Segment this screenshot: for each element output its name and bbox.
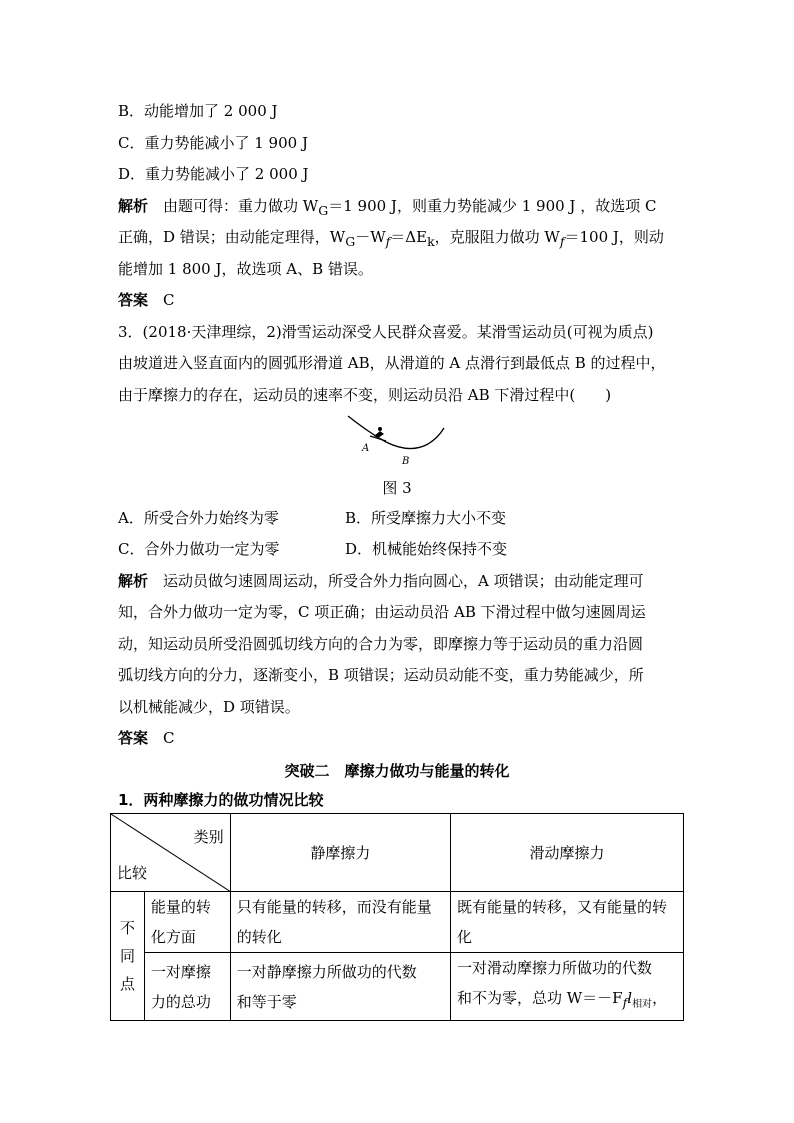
fig-label-b: B (402, 456, 410, 467)
analysis1-label: 解析 (118, 197, 149, 215)
option-c-row: C．合外力做功一定为零 (118, 540, 280, 558)
figure-caption: 图 3 (382, 479, 412, 497)
analysis2-label: 解析 (118, 572, 149, 590)
corner-cell (111, 814, 231, 892)
analysis1-line2: 正确，D 错误；由动能定理得，$W_G-W_f=\Delta E_k$，克服阻力做功 $W_f=100$ J，则动 (118, 228, 664, 249)
option-b-row: B．所受摩擦力大小不变 (345, 509, 507, 527)
comparison-table (110, 813, 684, 1021)
analysis2-line4: 弧切线方向的分力，逐渐变小，B 项错误；运动员动能不变，重力势能减少，所 (118, 666, 644, 684)
row-head-energy: 能量的转 化方面 (144, 892, 230, 953)
ski-slope-figure (340, 410, 450, 470)
analysis2-line1: 解析 运动员做匀速圆周运动，所受合外力指向圆心，A 项错误；由动能定理可 (118, 572, 644, 590)
row-head-total-work: 一对摩擦 力的总功 (144, 953, 230, 1021)
q3-line1: 3．(2018·天津理综，2)滑雪运动深受人民群众喜爱。某滑雪运动员(可视为质点) (118, 323, 654, 341)
header-static-friction: 静摩擦力 (230, 814, 450, 892)
option-d-row: D．机械能始终保持不变 (345, 540, 508, 558)
header-sliding-friction: 滑动摩擦力 (451, 814, 684, 892)
analysis1-line1: 解析 由题可得：重力做功 $W_G=1$ 900 J，则重力势能减少 1 900 J ，故选项 C (118, 197, 657, 218)
option-b: B．动能增加了 2 000 J (118, 102, 278, 120)
cell-sliding-work: 一对滑动摩擦力所做功的代数 和不为零，总功 $W=-F_fl_{相对}$， (451, 953, 684, 1021)
cell-static-work: 一对静摩擦力所做功的代数 和等于零 (230, 953, 450, 1021)
option-d: D．重力势能减小了 2 000 J (118, 165, 309, 183)
group-cell: 不 同 点 (111, 892, 145, 1021)
answer1: 答案 C (118, 291, 175, 309)
q3-line3: 由于摩擦力的存在，运动员的速率不变，则运动员沿 AB 下滑过程中( ) (118, 386, 612, 404)
section-subtitle: 1．两种摩擦力的做功情况比较 (118, 791, 324, 809)
answer2: 答案 C (118, 729, 175, 747)
corner-bottom: 比较 (117, 864, 148, 882)
corner-top: 类别 (193, 828, 224, 846)
option-c: C．重力势能减小了 1 900 J (118, 134, 308, 152)
q3-line2: 由坡道进入竖直面内的圆弧形滑道 AB，从滑道的 A 点滑行到最低点 B 的过程中， (118, 354, 666, 372)
cell-sliding-energy: 既有能量的转移，又有能量的转 化 (451, 892, 684, 953)
analysis2-line5: 以机械能减少，D 项错误。 (118, 698, 300, 716)
fig-label-a: A (362, 443, 370, 454)
analysis1-line3: 能增加 1 800 J，故选项 A、B 错误。 (118, 260, 373, 278)
option-a-row: A．所受合外力始终为零 (118, 509, 279, 527)
section-title: 突破二 摩擦力做功与能量的转化 (284, 762, 510, 780)
analysis2-line3: 动，知运动员所受沿圆弧切线方向的合力为零，即摩擦力等于运动员的重力沿圆 (118, 635, 644, 653)
analysis2-line2: 知，合外力做功一定为零，C 项正确；由运动员沿 AB 下滑过程中做匀速圆周运 (118, 603, 646, 621)
cell-static-energy: 只有能量的转移，而没有能量 的转化 (230, 892, 450, 953)
